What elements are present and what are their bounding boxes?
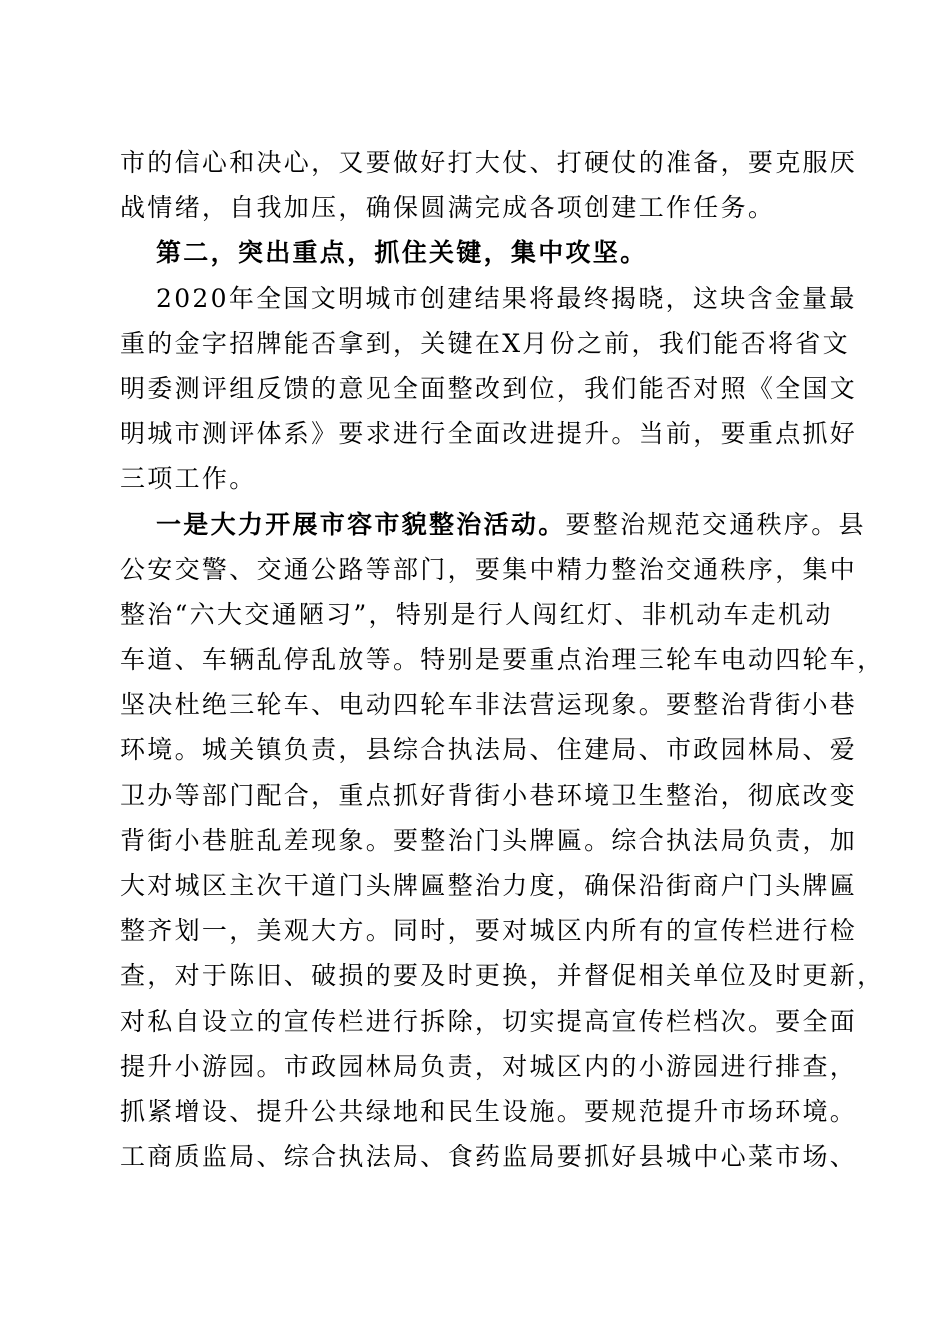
section-heading bbox=[120, 230, 832, 275]
text-line: 整治“六大交通陋习”，特别是行人闯红灯、非机动车走机动 bbox=[120, 599, 833, 629]
text-line: 坚决杜绝三轮车、电动四轮车非法营运现象。要整治背街小巷 bbox=[120, 690, 858, 720]
text-line: 大对城区主次干道门头牌匾整治力度，确保沿街商户门头牌匾 bbox=[120, 871, 858, 900]
paragraph-continuation bbox=[120, 140, 858, 230]
text-line: 三项工作。 bbox=[120, 464, 257, 494]
text-line: 市的信心和决心，又要做好打大仗、打硬仗的准备，要克服厌 bbox=[120, 148, 858, 177]
text-line: 环境。城关镇负责，县综合执法局、住建局、市政园林局、爱 bbox=[120, 735, 858, 765]
text-line: 车道、车辆乱停乱放等。特别是要重点治理三轮车电动四轮车， bbox=[120, 645, 885, 675]
text-line: 对私自设立的宣传栏进行拆除，切实提高宣传栏档次。要全面 bbox=[120, 1006, 858, 1036]
text-line: 2020年全国文明城市创建结果将最终揭晓，这块含金量最 bbox=[156, 283, 857, 313]
paragraph-intro bbox=[120, 276, 858, 502]
text-line: 卫办等部门配合，重点抓好背街小巷环境卫生整治，彻底改变 bbox=[120, 780, 858, 810]
text-line: 工商质监局、综合执法局、食药监局要抓好县城中心菜市场、 bbox=[120, 1142, 858, 1172]
text-line: 公安交警、交通公路等部门，要集中精力整治交通秩序，集中 bbox=[120, 554, 858, 584]
text-line: 整齐划一，美观大方。同时，要对城区内所有的宣传栏进行检 bbox=[120, 916, 858, 946]
paragraph-task-one bbox=[120, 502, 885, 1180]
text-line-first bbox=[120, 502, 866, 547]
document-body bbox=[120, 140, 885, 1179]
text-line: 抓紧增设、提升公共绿地和民生设施。要规范提升市场环境。 bbox=[120, 1096, 858, 1126]
paragraph-lead-rest: 要整治规范交通秩序。县 bbox=[565, 509, 866, 539]
heading-line: 第二，突出重点，抓住关键，集中攻坚。 bbox=[156, 238, 648, 268]
text-line: 查，对于陈旧、破损的要及时更换，并督促相关单位及时更新， bbox=[120, 961, 885, 991]
paragraph-lead: 一是大力开展市容市貌整治活动。 bbox=[156, 509, 566, 539]
text-line: 背街小巷脏乱差现象。要整治门头牌匾。综合执法局负责，加 bbox=[120, 825, 858, 855]
text-line: 重的金字招牌能否拿到，关键在X月份之前，我们能否将省文 bbox=[120, 328, 850, 358]
text-line: 战情绪，自我加压，确保圆满完成各项创建工作任务。 bbox=[120, 193, 776, 223]
text-line: 提升小游园。市政园林局负责，对城区内的小游园进行排查， bbox=[120, 1051, 858, 1081]
text-line: 明委测评组反馈的意见全面整改到位，我们能否对照《全国文 bbox=[120, 373, 858, 403]
text-line: 明城市测评体系》要求进行全面改进提升。当前，要重点抓好 bbox=[120, 419, 858, 449]
